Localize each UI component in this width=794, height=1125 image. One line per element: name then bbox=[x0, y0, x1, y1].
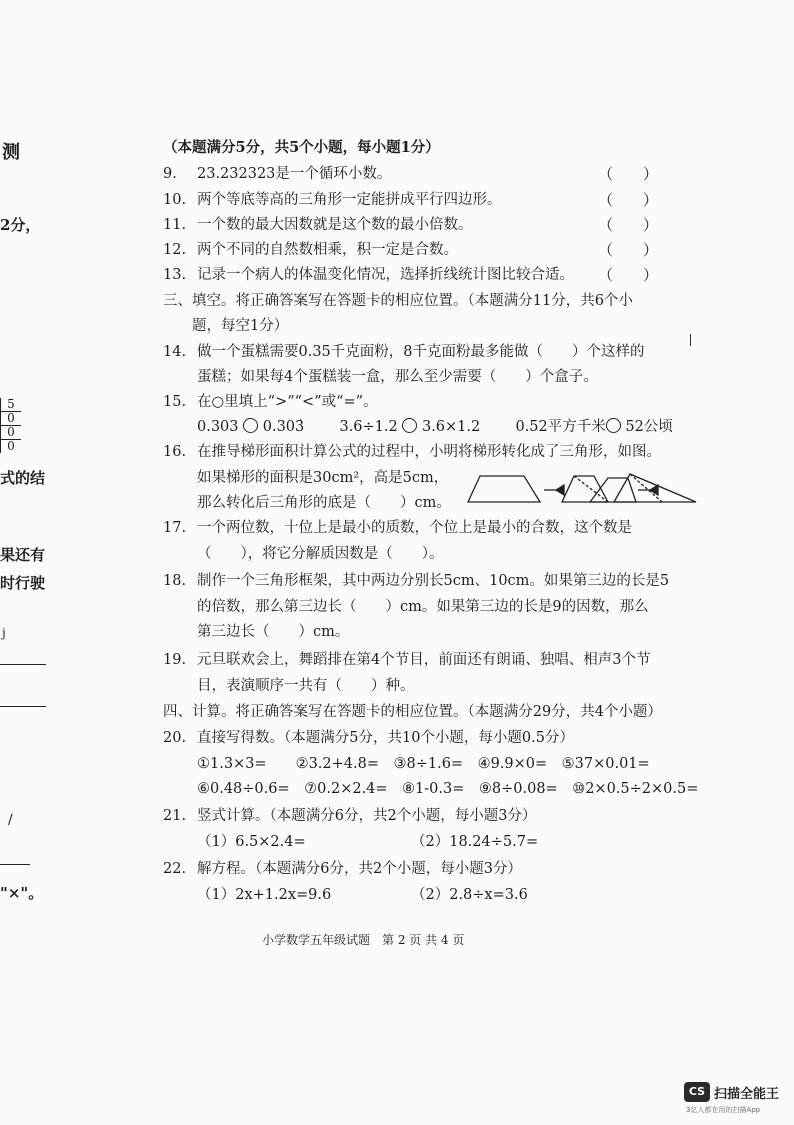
question-text: 一个两位数，十位上是最小的质数，个位上是最小的合数，这个数是 bbox=[197, 520, 632, 536]
compare-circle[interactable] bbox=[243, 418, 258, 433]
judge-item-10 bbox=[163, 190, 502, 210]
camscanner-tagline: 3亿人都在用的扫描App bbox=[686, 1106, 761, 1114]
question-19-cont: 目，表演顺序一共有（ ）种。 bbox=[197, 678, 415, 694]
trapezoid-to-triangle-figure bbox=[466, 468, 698, 508]
expr-right: 52公顷 bbox=[625, 419, 673, 435]
expr-right: 3.6×1.2 bbox=[421, 419, 481, 435]
judge-item-11 bbox=[163, 215, 473, 235]
left-table-cell: 0 bbox=[7, 439, 15, 453]
camscanner-name: 扫描全能王 bbox=[714, 1087, 780, 1102]
answer-paren[interactable]: （ ） bbox=[598, 216, 659, 234]
question-16-cont: 如果梯形的面积是30cm²，高是5cm， bbox=[197, 470, 449, 486]
item-text: 两个不同的自然数相乘，积一定是合数。 bbox=[197, 242, 458, 258]
item-number: 21. bbox=[163, 808, 187, 824]
section-4-heading: 四、计算。将正确答案写在答题卡的相应位置。（本题满分29分，共4个小题） bbox=[163, 704, 662, 720]
item-number: 10. bbox=[163, 192, 187, 208]
question-22 bbox=[163, 859, 522, 879]
answer-paren[interactable]: （ ） bbox=[598, 165, 659, 183]
arrow-icon bbox=[556, 485, 564, 495]
left-mini-table bbox=[0, 398, 21, 453]
item-text: 记录一个病人的体温变化情况，选择折线统计图比较合适。 bbox=[197, 267, 574, 283]
trapezoid-shape bbox=[468, 476, 540, 502]
question-14 bbox=[163, 342, 645, 362]
question-text: 制作一个三角形框架，其中两边分别长5cm、10cm。如果第三边的长是5 bbox=[197, 573, 670, 589]
section-3-heading-cont: 题，每空1分） bbox=[192, 318, 289, 334]
question-18-cont: 第三边长（ ）cm。 bbox=[197, 624, 350, 640]
left-fragment-2: 2分， bbox=[0, 216, 41, 234]
item-number: 12. bbox=[163, 242, 187, 258]
left-mark: j bbox=[2, 626, 6, 640]
item-number: 20. bbox=[163, 730, 187, 746]
item-text: 一个数的最大因数就是这个数的最小倍数。 bbox=[197, 217, 473, 233]
judge-item-13 bbox=[163, 265, 574, 285]
question-20-row-1: ①1.3×3= ②3.2+4.8= ③8÷1.6= ④9.9×0= ⑤37×0.01= bbox=[197, 756, 650, 772]
page-footer: 小学数学五年级试题 第 2 页 共 4 页 bbox=[262, 933, 465, 947]
question-18-cont: 的倍数，那么第三边长（ ）cm。如果第三边的长是9的因数，那么 bbox=[197, 599, 649, 615]
expr-left: 0.303 bbox=[197, 419, 239, 435]
item-number: 14. bbox=[163, 344, 187, 360]
camscanner-logo-icon: CS bbox=[684, 1082, 710, 1102]
trapezoid-cut-shape bbox=[562, 476, 608, 502]
question-21 bbox=[163, 806, 536, 826]
question-text: 元旦联欢会上，舞蹈排在第4个节目，前面还有朗诵、独唱、相声3个节 bbox=[197, 652, 651, 668]
item-number: 18. bbox=[163, 573, 187, 589]
left-rule bbox=[0, 864, 30, 865]
compare-circle[interactable] bbox=[402, 418, 417, 433]
judge-item-9 bbox=[163, 164, 391, 184]
expr-left: 3.6÷1.2 bbox=[339, 419, 398, 435]
item-number: 19. bbox=[163, 652, 187, 668]
question-15-exprs bbox=[197, 417, 673, 437]
question-text: 在推导梯形面积计算公式的过程中，小明将梯形转化成了三角形，如图。 bbox=[197, 444, 661, 460]
item-number: 17. bbox=[163, 520, 187, 536]
left-fragment-3: 式的结 bbox=[0, 469, 46, 487]
question-21-a: （1）6.5×2.4= bbox=[197, 834, 306, 850]
item-number: 22. bbox=[163, 861, 187, 877]
question-21-b: （2）18.24÷5.7= bbox=[411, 834, 539, 850]
stray-mark bbox=[690, 334, 691, 346]
item-number: 9. bbox=[163, 166, 177, 182]
answer-paren[interactable]: （ ） bbox=[598, 191, 659, 209]
item-text: 两个等底等高的三角形一定能拼成平行四边形。 bbox=[197, 192, 502, 208]
question-20-row-2: ⑥0.48÷0.6= ⑦0.2×2.4= ⑧1-0.3= ⑨8÷0.08= ⑩2×0.5÷2×0.5= bbox=[197, 781, 699, 797]
question-text: 做一个蛋糕需要0.35千克面粉，8千克面粉最多能做（ ）个这样的 bbox=[197, 344, 645, 360]
left-rule bbox=[0, 664, 46, 665]
question-text: 竖式计算。（本题满分6分，共2个小题，每小题3分） bbox=[197, 808, 537, 824]
item-number: 16. bbox=[163, 444, 187, 460]
judge-item-12 bbox=[163, 240, 458, 260]
left-table-cell: 0 bbox=[1, 412, 21, 426]
question-text: 解方程。（本题满分6分，共2个小题，每小题3分） bbox=[197, 861, 522, 877]
left-fragment-6: "×"。 bbox=[0, 884, 44, 902]
item-number: 11. bbox=[163, 217, 187, 233]
item-number: 13. bbox=[163, 267, 187, 283]
left-mark: / bbox=[8, 812, 13, 828]
section-3-heading: 三、填空。将正确答案写在答题卡的相应位置。（本题满分11分，共6个小 bbox=[163, 293, 633, 309]
question-22-a: （1）2x+1.2x=9.6 bbox=[197, 887, 332, 903]
answer-paren[interactable]: （ ） bbox=[598, 266, 659, 284]
item-text: 23.232323是一个循环小数。 bbox=[197, 166, 392, 182]
question-17 bbox=[163, 518, 632, 538]
question-17-cont: （ ），将它分解质因数是（ ）。 bbox=[197, 546, 444, 562]
question-16 bbox=[163, 442, 661, 462]
question-22-b: （2）2.8÷x=3.6 bbox=[411, 887, 528, 903]
question-16-cont: 那么转化后三角形的底是（ ）cm。 bbox=[197, 495, 451, 511]
expr-right: 0.303̇ bbox=[262, 419, 305, 435]
question-18 bbox=[163, 571, 669, 591]
answer-paren[interactable]: （ ） bbox=[598, 241, 659, 259]
expr-left: 0.52平方千米 bbox=[515, 419, 606, 435]
question-19 bbox=[163, 650, 650, 670]
compare-circle[interactable] bbox=[606, 418, 621, 433]
left-fragment-1: 测 bbox=[2, 142, 20, 163]
left-fragment-5: 时行驶 bbox=[0, 574, 46, 592]
left-table-cell: 5 bbox=[1, 398, 21, 412]
section-note: （本题满分5分，共5个小题，每小题1分） bbox=[163, 139, 440, 156]
item-number: 15. bbox=[163, 394, 187, 410]
question-14-cont: 蛋糕；如果每4个蛋糕装一盒，那么至少需要（ ）个盒子。 bbox=[197, 369, 598, 385]
left-table-cell: 0 bbox=[1, 426, 21, 440]
question-15 bbox=[163, 392, 378, 412]
question-text: 在○里填上“>”“<”或“=”。 bbox=[197, 394, 378, 410]
left-rule bbox=[0, 706, 46, 707]
question-20 bbox=[163, 728, 574, 748]
question-text: 直接写得数。（本题满分5分，共10个小题，每小题0.5分） bbox=[197, 730, 574, 746]
arrow-icon bbox=[650, 485, 658, 495]
left-fragment-4: 果还有 bbox=[0, 546, 46, 564]
